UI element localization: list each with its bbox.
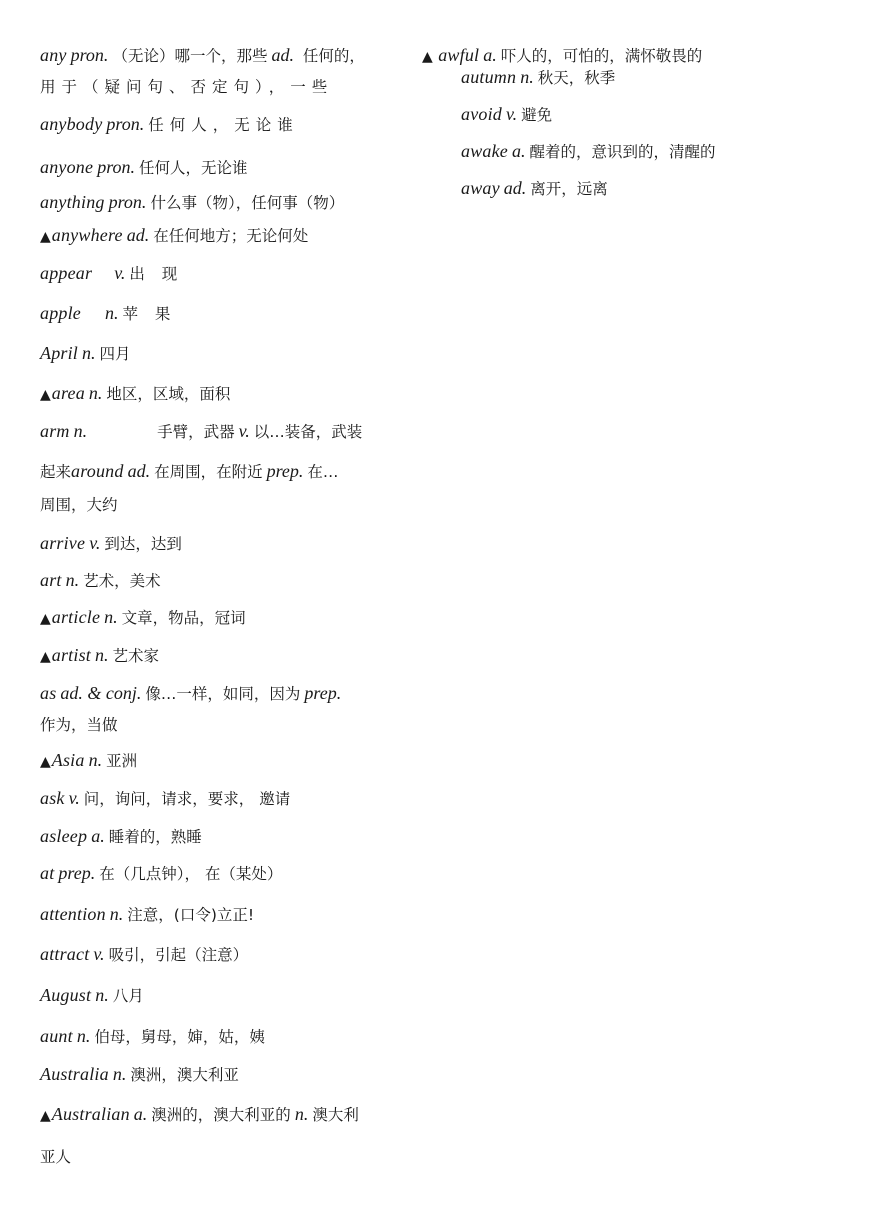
entry-line	[40, 302, 176, 325]
headword: any	[40, 45, 67, 65]
part-of-speech: pron.	[106, 114, 145, 134]
part-of-speech: v.	[93, 944, 105, 964]
part-of-speech: ad.	[271, 45, 294, 65]
entry-line	[40, 644, 159, 668]
part-of-speech: pron.	[70, 45, 109, 65]
part-of-speech: prep.	[266, 461, 304, 481]
definition: 到达，达到	[104, 535, 182, 553]
headword: aunt	[40, 1026, 73, 1046]
part-of-speech: prep.	[58, 863, 96, 883]
headword: awful	[438, 45, 480, 65]
entry-line	[40, 749, 137, 773]
entry-line	[40, 714, 118, 736]
entry-line	[40, 156, 248, 179]
definition: 在周围，在附近	[154, 463, 263, 481]
headword: avoid	[461, 104, 502, 124]
part-of-speech: n.	[88, 383, 103, 403]
part-of-speech: n.	[112, 1064, 127, 1084]
part-of-speech: pron.	[97, 157, 136, 177]
part-of-speech: a.	[91, 826, 105, 846]
definition: 地区，区域，面积	[106, 385, 231, 403]
triangle-marker-icon: ▲	[40, 611, 51, 627]
triangle-marker-icon: ▲	[40, 649, 51, 665]
part-of-speech: a.	[483, 45, 497, 65]
entry-line	[40, 825, 202, 848]
definition: 像…一样，如同，因为	[145, 685, 301, 703]
part-of-speech: a.	[511, 141, 526, 161]
headword: apple	[40, 303, 81, 323]
definition: 用于（疑问句、否定句），一些	[40, 78, 334, 96]
definition: 任何的，	[297, 47, 365, 65]
entry-line	[422, 44, 702, 68]
part-of-speech: n.	[88, 750, 103, 770]
definition: 在任何地方；无论何处	[153, 227, 309, 245]
part-of-speech: n.	[76, 1026, 91, 1046]
part-of-speech: n.	[95, 985, 109, 1005]
entry-line	[40, 113, 299, 136]
headword: article	[51, 607, 101, 627]
entry-line	[40, 569, 161, 592]
headword: asleep	[40, 826, 88, 846]
triangle-marker-icon: ▲	[40, 1108, 51, 1124]
part-of-speech: v.	[68, 788, 80, 808]
part-of-speech: n.	[65, 570, 80, 590]
part-of-speech: a.	[133, 1104, 148, 1124]
entry-line	[40, 1063, 239, 1086]
definition: 作为，当做	[40, 716, 118, 734]
headword: Australia	[40, 1064, 109, 1084]
definition: 出 现	[129, 265, 184, 283]
headword: Asia	[51, 750, 85, 770]
definition: 亚人	[40, 1148, 72, 1166]
entry-line	[40, 460, 338, 483]
definition: 八月	[112, 987, 144, 1005]
headword: awake	[461, 141, 508, 161]
part-of-speech: v.	[238, 421, 250, 441]
part-of-speech: v.	[114, 263, 126, 283]
entry-line	[40, 224, 308, 248]
definition: 在（几点钟）， 在（某处）	[99, 865, 283, 883]
headword: August	[40, 985, 92, 1005]
entry-line	[40, 1103, 359, 1127]
definition: 吓人的，可怕的，满怀敬畏的	[500, 47, 703, 65]
part-of-speech: prep.	[304, 683, 342, 703]
headword: attention	[40, 904, 106, 924]
headword: area	[51, 383, 85, 403]
part-of-speech: ad.	[127, 461, 151, 481]
triangle-marker-icon: ▲	[40, 229, 51, 245]
headword: April	[40, 343, 79, 363]
entry-line	[40, 532, 182, 555]
definition: 澳洲，澳大利亚	[130, 1066, 239, 1084]
headword: arm	[40, 421, 70, 441]
headword: Australian	[51, 1104, 130, 1124]
headword: anyone	[40, 157, 94, 177]
entry-line	[40, 903, 254, 926]
definition: 亚洲	[106, 752, 138, 770]
headword: at	[40, 863, 55, 883]
entry-line	[40, 787, 290, 810]
entry-line	[40, 342, 131, 365]
part-of-speech: n.	[520, 67, 534, 87]
entry-line	[40, 262, 183, 285]
definition: 周围，大约	[40, 496, 118, 514]
definition: 任何人，无论谁	[139, 159, 248, 177]
definition: 艺术，美术	[83, 572, 161, 590]
entry-line	[461, 103, 552, 126]
headword: away	[461, 178, 500, 198]
headword: arrive	[40, 533, 86, 553]
entry-line	[40, 606, 246, 630]
part-of-speech: n.	[95, 645, 109, 665]
part-of-speech: n.	[109, 904, 124, 924]
part-of-speech: v.	[89, 533, 101, 553]
entry-line	[40, 382, 230, 406]
entry-line	[40, 44, 365, 67]
headword: art	[40, 570, 62, 590]
part-of-speech: ad.	[503, 178, 527, 198]
entry-line	[40, 420, 362, 443]
part-of-speech: n.	[105, 303, 119, 323]
entry-line	[40, 76, 333, 98]
definition: 问，询问，请求，要求， 邀请	[83, 790, 291, 808]
definition: 睡着的，熟睡	[108, 828, 202, 846]
definition: 苹 果	[122, 305, 177, 323]
triangle-marker-icon: ▲	[40, 754, 51, 770]
entry-line	[461, 140, 716, 163]
definition: 离开，远离	[530, 180, 608, 198]
entry-line	[40, 682, 345, 705]
definition: 澳大利	[312, 1106, 359, 1124]
definition: 什么事（物），任何事（物）	[150, 194, 345, 212]
definition: 澳洲的，澳大利亚的	[151, 1106, 291, 1124]
definition: 文章，物品，冠词	[121, 609, 246, 627]
entry-line	[40, 984, 144, 1007]
part-of-speech: ad.	[126, 225, 150, 245]
entry-line	[40, 1146, 71, 1168]
definition: 伯母，舅母，婶，姑，姨	[94, 1028, 265, 1046]
definition: 四月	[99, 345, 131, 363]
headword: anything	[40, 192, 105, 212]
headword: anywhere	[51, 225, 123, 245]
entry-line	[40, 943, 248, 966]
headword: appear	[40, 263, 93, 283]
part-of-speech: ad. & conj.	[60, 683, 142, 703]
definition: 任何人，无论谁	[148, 116, 299, 134]
headword: attract	[40, 944, 90, 964]
headword: autumn	[461, 67, 517, 87]
definition: 吸引，引起（注意）	[108, 946, 249, 964]
triangle-marker-icon: ▲	[40, 387, 51, 403]
definition: 醒着的，意识到的，清醒的	[529, 143, 716, 161]
definition: 起来	[40, 463, 72, 481]
definition: 手臂，武器	[157, 423, 235, 441]
headword: artist	[51, 645, 91, 665]
entry-line	[40, 1025, 265, 1048]
part-of-speech: v.	[506, 104, 518, 124]
entry-line	[461, 177, 608, 200]
definition: 艺术家	[112, 647, 160, 665]
headword: around	[71, 461, 124, 481]
definition: （无论）哪一个，那些	[112, 47, 268, 65]
definition: 以…装备，武装	[253, 423, 363, 441]
definition: 避免	[521, 106, 553, 124]
part-of-speech: n.	[82, 343, 96, 363]
part-of-speech: n.	[73, 421, 88, 441]
part-of-speech: n.	[104, 607, 118, 627]
entry-line	[461, 66, 615, 89]
definition: 在…	[307, 463, 339, 481]
entry-line	[40, 494, 118, 516]
headword: as	[40, 683, 57, 703]
part-of-speech: n.	[294, 1104, 309, 1124]
definition: 注意，(口令)立正!	[127, 906, 255, 924]
part-of-speech: pron.	[108, 192, 147, 212]
headword: anybody	[40, 114, 103, 134]
entry-line	[40, 191, 344, 214]
headword: ask	[40, 788, 65, 808]
triangle-marker-icon: ▲	[422, 49, 438, 65]
entry-line	[40, 862, 282, 885]
definition: 秋天，秋季	[537, 69, 616, 87]
